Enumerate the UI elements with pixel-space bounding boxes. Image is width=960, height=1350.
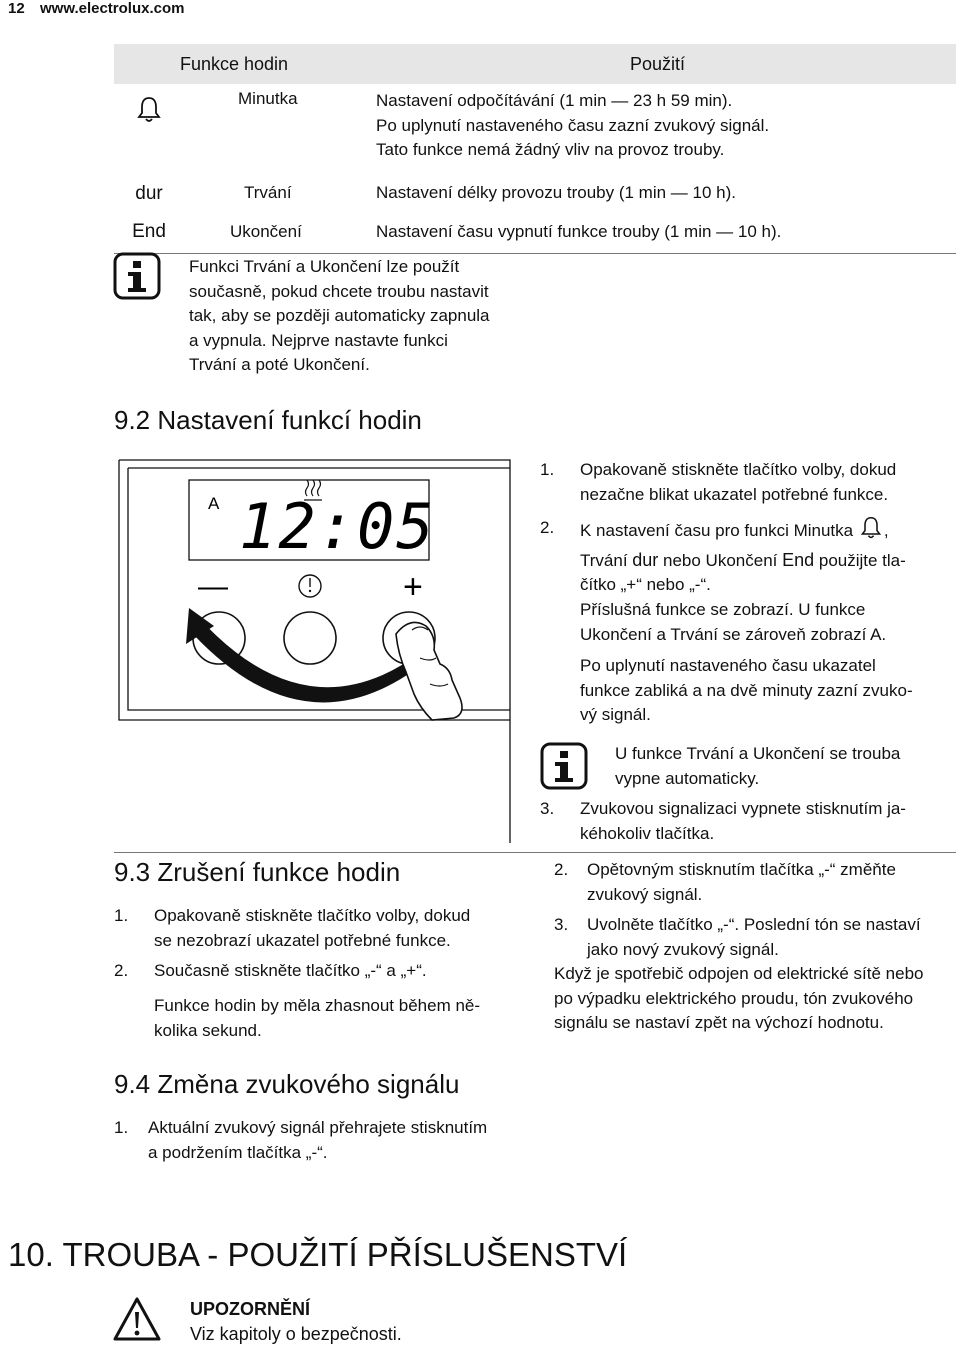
step-line: se nezobrazí ukazatel potřebné funkce.	[154, 930, 451, 950]
step-text-part: nebo Ukončení	[658, 550, 783, 570]
step-line: Po uplynutí nastaveného času ukazatel	[580, 656, 876, 675]
step-text	[154, 904, 470, 953]
step-line: nezačne blikat ukazatel potřebné funkce.	[580, 484, 889, 504]
bell-icon	[114, 84, 184, 173]
step-line: Příslušná funkce se zobrazí. U funkce	[580, 600, 866, 619]
minus-symbol: —	[198, 570, 228, 603]
step-number: 3.	[554, 915, 569, 934]
step-text	[587, 858, 896, 907]
clock-icon	[299, 575, 321, 597]
section-heading-9-3	[114, 857, 400, 888]
step-line: čítko „+“ nebo „-“.	[580, 575, 711, 594]
step-line: Opětovným stisknutím tlačítka „-“ změňte	[587, 860, 896, 879]
divider	[114, 852, 956, 853]
info-icon	[540, 742, 588, 795]
step-line: funkce zabliká a na dvě minuty zazní zvuko-	[580, 680, 913, 700]
page-number: 12	[8, 0, 25, 17]
step-number: 2.	[114, 961, 129, 980]
note-duration-end	[189, 255, 490, 378]
note-line: současně, pokud chcete troubu nastavit	[189, 281, 489, 301]
step-line: a podržením tlačítka „-“.	[148, 1142, 328, 1162]
display-indicator: A	[208, 494, 220, 513]
step-number: 1.	[114, 906, 129, 925]
para-line: Když je spotřebič odpojen od elektrické sítě nebo	[554, 964, 924, 983]
note-line: vypne automaticky.	[615, 768, 760, 788]
note-line: U funkce Trvání a Ukončení se trouba	[615, 744, 901, 763]
step-number: 3.	[540, 799, 555, 818]
para-line: signálu se nastaví zpět na výchozí hodnotu.	[554, 1013, 884, 1032]
table-header-row	[114, 44, 956, 84]
note-line: Funkci Trvání a Ukončení lze použít	[189, 257, 460, 276]
table-header-function: Funkce hodin	[114, 44, 376, 84]
code-end: End	[782, 549, 815, 570]
section-number: 9.4	[114, 1069, 151, 1099]
step-line: zvukový signál.	[587, 884, 703, 904]
section-heading-9-4	[114, 1069, 459, 1100]
function-code-dur: dur	[135, 182, 163, 204]
chapter-title: TROUBA - POUŽITÍ PŘÍSLUŠENSTVÍ	[62, 1236, 628, 1273]
step-line: Uvolněte tlačítko „-“. Poslední tón se nastaví	[587, 915, 921, 934]
step-line: Zvukovou signalizaci vypnete stisknutím ja-	[580, 799, 906, 818]
section-number: 9.3	[114, 857, 151, 887]
section-heading-9-2	[114, 405, 422, 436]
reset-paragraph	[554, 962, 924, 1036]
chapter-number: 10.	[8, 1236, 54, 1273]
step-number: 1.	[540, 460, 555, 479]
bell-icon	[860, 516, 882, 548]
step-text	[148, 1116, 487, 1165]
step-text	[580, 654, 913, 728]
finger-icon	[396, 622, 462, 720]
step-text	[580, 458, 896, 507]
note-line: a vypnula. Nejprve nastavte funkci	[189, 330, 448, 350]
step-text	[580, 598, 886, 647]
note-line: tak, aby se později automaticky zapnula	[189, 306, 490, 325]
table-row	[114, 84, 956, 173]
clock-functions-table	[114, 44, 956, 254]
plus-symbol: +	[403, 568, 423, 606]
para-line: po výpadku elektrického proudu, tón zvukového	[554, 988, 914, 1008]
table-row	[114, 213, 956, 254]
step-text	[580, 797, 906, 846]
step-line: vý signál.	[580, 705, 651, 724]
step-line: K nastavení času pro funkci Minutka	[580, 521, 854, 540]
section-title: Změna zvukového signálu	[157, 1069, 460, 1099]
header-url: www.electrolux.com	[40, 0, 185, 17]
step-line: kéhokoliv tlačítka.	[580, 823, 715, 843]
step-line: jako nový zvukový signál.	[587, 939, 779, 959]
function-name-trvani: Trvání	[244, 182, 292, 202]
warning-title: UPOZORNĚNÍ	[190, 1299, 311, 1319]
code-dur: dur	[632, 549, 659, 570]
step-line: kolika sekund.	[154, 1020, 262, 1040]
section-title: Zrušení funkce hodin	[157, 857, 401, 887]
info-icon	[113, 252, 161, 305]
usage-line: Nastavení času vypnutí funkce trouby (1 min — 10 h).	[376, 213, 956, 254]
step-number: 1.	[114, 1118, 129, 1137]
step-text-part: použijte tla-	[814, 550, 906, 570]
usage-line: Nastavení odpočítávání (1 min — 23 h 59 min).	[376, 91, 733, 110]
step-line: Ukončení a Trvání se zároveň zobrazí A.	[580, 624, 887, 644]
step-line: Opakovaně stiskněte tlačítko volby, dokud	[580, 460, 897, 479]
step-text	[580, 516, 906, 598]
warning-icon	[112, 1296, 162, 1347]
step-line: Funkce hodin by měla zhasnout během ně-	[154, 996, 481, 1015]
step-line: Současně stiskněte tlačítko „-“ a „+“.	[154, 961, 427, 980]
step-text	[587, 913, 921, 962]
step-number: 2.	[540, 518, 555, 537]
step-line-punct: ,	[883, 521, 889, 540]
function-name-minutka: Minutka	[238, 89, 298, 108]
function-name-ukonceni: Ukončení	[184, 213, 376, 254]
display-time: 12:05	[239, 490, 436, 563]
step-line: Aktuální zvukový signál přehrajete stisknutím	[148, 1118, 488, 1137]
step-text	[154, 994, 480, 1043]
chapter-heading-10	[8, 1236, 627, 1274]
select-button[interactable]	[284, 612, 336, 664]
usage-line: Nastavení délky provozu trouby (1 min — 10 h).	[376, 182, 736, 202]
step-text-part: Trvání	[580, 550, 633, 570]
section-number: 9.2	[114, 405, 151, 435]
usage-line: Po uplynutí nastaveného času zazní zvukový signál.	[376, 115, 770, 135]
note-auto-off	[615, 742, 900, 791]
section-title: Nastavení funkcí hodin	[157, 405, 422, 435]
step-line: Opakovaně stiskněte tlačítko volby, dokud	[154, 906, 471, 925]
warning-text: Viz kapitoly o bezpečnosti.	[190, 1324, 402, 1344]
table-header-usage: Použití	[376, 44, 956, 84]
step-number: 2.	[554, 860, 569, 879]
note-line: Trvání a poté Ukončení.	[189, 355, 370, 374]
function-code-end: End	[114, 213, 184, 254]
usage-line: Tato funkce nemá žádný vliv na provoz trouby.	[376, 140, 725, 159]
table-row	[114, 173, 956, 213]
control-panel-illustration	[114, 458, 514, 853]
